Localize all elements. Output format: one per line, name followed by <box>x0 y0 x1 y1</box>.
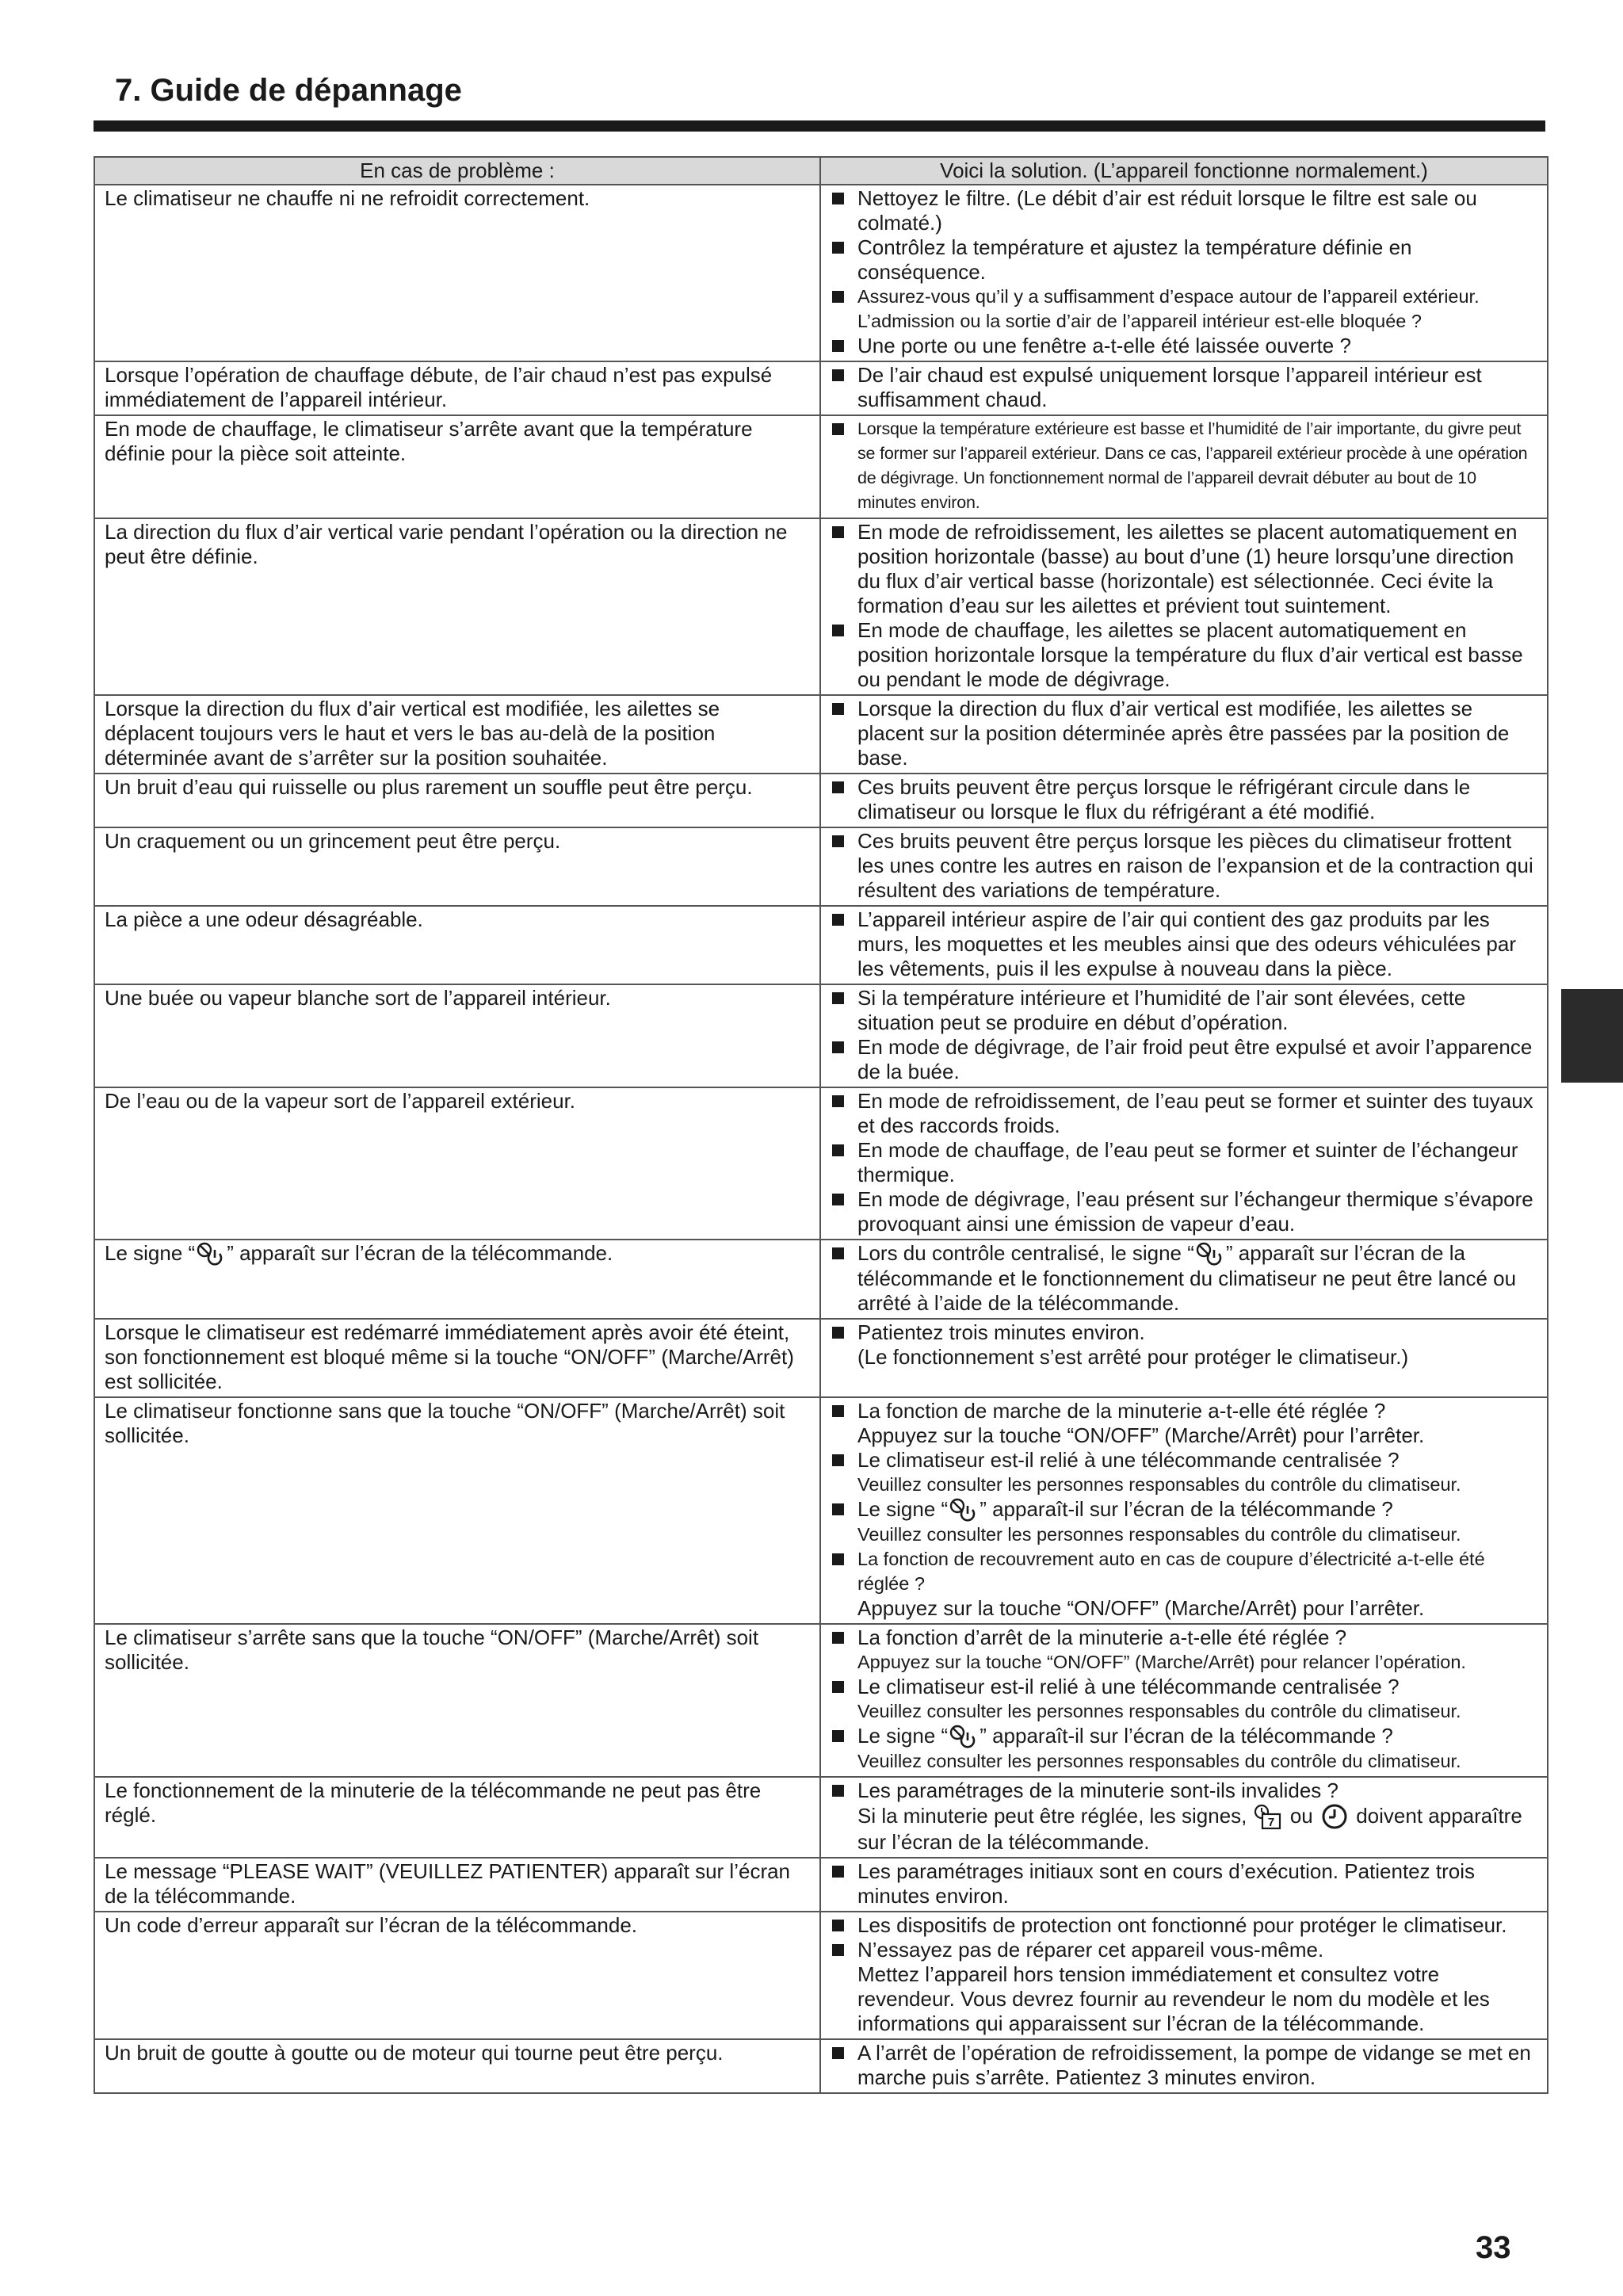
problem-cell: Lorsque le climatiseur est redémarré immédiatement après avoir été éteint, son fonctionnement est bloqué même si la touche “ON/OFF” (Marche/Arrêt) est sollicitée. <box>94 1319 820 1397</box>
table-row <box>94 2039 1548 2093</box>
centralized-control-icon <box>195 1241 227 1266</box>
solution-cell <box>820 2039 1548 2093</box>
table-header-row <box>94 157 1548 185</box>
problem-cell: Le fonctionnement de la minuterie de la télécommande ne peut pas être réglé. <box>94 1777 820 1858</box>
title-rule <box>94 120 1545 132</box>
solution-item: En mode de dégivrage, l’eau présent sur l’échangeur thermique s’évapore provoquant ainsi une émission de vapeur d’eau. <box>831 1187 1539 1236</box>
solution-item: En mode de chauffage, de l’eau peut se former et suinter de l’échangeur thermique. <box>831 1138 1539 1187</box>
solution-item: Les paramétrages de la minuterie sont-ils invalides ? <box>831 1778 1539 1803</box>
problem-cell: La direction du flux d’air vertical varie pendant l’opération ou la direction ne peut être définie. <box>94 518 820 695</box>
problem-cell: Lorsque la direction du flux d’air vertical est modifiée, les ailettes se déplacent toujours vers le haut et vers le bas au-delà de la position déterminée avant de s’arrêter sur la position souhaitée. <box>94 695 820 774</box>
solution-item: La fonction de recouvrement auto en cas de coupure d’électricité a-t-elle été réglée ? <box>831 1547 1539 1596</box>
solution-item <box>831 1241 1539 1316</box>
solution-cell <box>820 827 1548 906</box>
table-row <box>94 827 1548 906</box>
solution-cell <box>820 695 1548 774</box>
solution-item: Le climatiseur est-il relié à une télécommande centralisée ? <box>831 1675 1539 1699</box>
table-row <box>94 984 1548 1087</box>
table-row <box>94 695 1548 774</box>
problem-text-pre: Le signe “ <box>105 1241 196 1265</box>
solution-item: La fonction de marche de la minuterie a-t-elle été réglée ? <box>831 1399 1539 1423</box>
solution-item: La fonction d’arrêt de la minuterie a-t-elle été réglée ? <box>831 1626 1539 1650</box>
problem-cell: Un code d’erreur apparaît sur l’écran de la télécommande. <box>94 1912 820 2039</box>
problem-cell: Un bruit d’eau qui ruisselle ou plus rarement un souffle peut être perçu. <box>94 774 820 827</box>
solution-subtext: Veuillez consulter les personnes responsables du contrôle du climatiseur. <box>857 1474 1461 1495</box>
table-row <box>94 1777 1548 1858</box>
table-row <box>94 1397 1548 1624</box>
solution-cell <box>820 1240 1548 1319</box>
problem-cell: Le message “PLEASE WAIT” (VEUILLEZ PATIENTER) apparaît sur l’écran de la télécommande. <box>94 1858 820 1912</box>
solution-text-pre: Le signe “ <box>857 1724 949 1748</box>
solution-item: Si la température intérieure et l’humidité de l’air sont élevées, cette situation peut se produire en début d’opération. <box>831 986 1539 1035</box>
table-row <box>94 361 1548 415</box>
solution-text-post: ” apparaît-il sur l’écran de la télécommande ? <box>980 1497 1393 1521</box>
solution-item: L’appareil intérieur aspire de l’air qui contient des gaz produits par les murs, les moquettes et les meubles ainsi que des odeurs véhiculées par les vêtements, puis il les expulse à nouveau dans la pièce. <box>831 907 1539 981</box>
table-row <box>94 906 1548 984</box>
solution-text-mid: ou <box>1284 1804 1319 1828</box>
troubleshooting-table <box>94 156 1549 2094</box>
solution-cell <box>820 1397 1548 1624</box>
solution-item: De l’air chaud est expulsé uniquement lorsque l’appareil intérieur est suffisamment chaud. <box>831 363 1539 412</box>
solution-subtext: L’admission ou la sortie d’air de l’appareil intérieur est-elle bloquée ? <box>857 311 1422 331</box>
centralized-control-icon <box>948 1497 980 1522</box>
solution-item: Lorsque la température extérieure est basse et l’humidité de l’air importante, du givre peut se former sur l’appareil extérieur. Dans ce cas, l’appareil extérieur procède à une opération de dégivrage. Un fonctionnement normal de l’appareil devrait débuter au bout de 10 minutes environ. <box>831 417 1539 515</box>
table-row <box>94 1319 1548 1397</box>
solution-item: Lorsque la direction du flux d’air vertical est modifiée, les ailettes se placent sur la position déterminée après être passées par la position de base. <box>831 697 1539 770</box>
side-tab-marker <box>1561 989 1623 1083</box>
problem-cell: Le climatiseur fonctionne sans que la touche “ON/OFF” (Marche/Arrêt) soit sollicitée. <box>94 1397 820 1624</box>
problem-cell: La pièce a une odeur désagréable. <box>94 906 820 984</box>
problem-cell <box>94 1240 820 1319</box>
solution-cell <box>820 415 1548 518</box>
solution-text-pre: Lors du contrôle centralisé, le signe “ <box>857 1241 1194 1265</box>
solution-item: Ces bruits peuvent être perçus lorsque le réfrigérant circule dans le climatiseur ou lorsque le flux du réfrigérant a été modifié. <box>831 775 1539 824</box>
solution-item: Contrôlez la température et ajustez la température définie en conséquence. <box>831 235 1539 285</box>
centralized-control-icon <box>948 1724 980 1749</box>
simple-timer-icon <box>1319 1803 1350 1830</box>
table-row <box>94 518 1548 695</box>
solution-item <box>831 1724 1539 1749</box>
problem-cell: Une buée ou vapeur blanche sort de l’appareil intérieur. <box>94 984 820 1087</box>
solution-text-pre: Le signe “ <box>857 1497 949 1521</box>
solution-subtext <box>831 1803 1539 1855</box>
problem-cell: Un craquement ou un grincement peut être perçu. <box>94 827 820 906</box>
problem-cell: Le climatiseur ne chauffe ni ne refroidit correctement. <box>94 185 820 361</box>
solution-subtext: Appuyez sur la touche “ON/OFF” (Marche/Arrêt) pour relancer l’opération. <box>857 1652 1466 1672</box>
solution-cell <box>820 984 1548 1087</box>
solution-cell <box>820 185 1548 361</box>
solution-cell <box>820 774 1548 827</box>
solution-item: Une porte ou une fenêtre a-t-elle été laissée ouverte ? <box>831 334 1539 358</box>
solution-item: Nettoyez le filtre. (Le débit d’air est réduit lorsque le filtre est sale ou colmaté.) <box>831 186 1539 235</box>
solution-cell <box>820 1912 1548 2039</box>
problem-cell: De l’eau ou de la vapeur sort de l’appareil extérieur. <box>94 1087 820 1240</box>
solution-subtext: Veuillez consulter les personnes responsables du contrôle du climatiseur. <box>857 1701 1461 1721</box>
solution-item <box>831 1497 1539 1522</box>
solution-text-pre: Si la minuterie peut être réglée, les signes, <box>857 1804 1253 1828</box>
solution-subtext: Appuyez sur la touche “ON/OFF” (Marche/Arrêt) pour l’arrêter. <box>857 1596 1425 1620</box>
solution-cell <box>820 1777 1548 1858</box>
solution-item: Ces bruits peuvent être perçus lorsque les pièces du climatiseur frottent les unes contre les autres en raison de l’expansion et de la contraction qui résultent des variations de température. <box>831 829 1539 903</box>
solution-subtext: (Le fonctionnement s’est arrêté pour protéger le climatiseur.) <box>857 1345 1409 1369</box>
problem-text-post: ” apparaît sur l’écran de la télécommande. <box>227 1241 613 1265</box>
solution-item: Les dispositifs de protection ont fonctionné pour protéger le climatiseur. <box>831 1913 1539 1938</box>
svg-text:7: 7 <box>1267 1816 1274 1829</box>
problem-cell: En mode de chauffage, le climatiseur s’arrête avant que la température définie pour la pièce soit atteinte. <box>94 415 820 518</box>
problem-cell: Lorsque l’opération de chauffage débute, de l’air chaud n’est pas expulsé immédiatement de l’appareil intérieur. <box>94 361 820 415</box>
section-title: 7. Guide de dépannage <box>115 73 462 108</box>
solution-subtext: Veuillez consulter les personnes responsables du contrôle du climatiseur. <box>857 1524 1461 1545</box>
table-row <box>94 185 1548 361</box>
table-row <box>94 1087 1548 1240</box>
column-header-solution: Voici la solution. (L’appareil fonctionne normalement.) <box>820 157 1548 185</box>
solution-item: Patientez trois minutes environ. <box>831 1320 1539 1345</box>
solution-subtext: Mettez l’appareil hors tension immédiatement et consultez votre revendeur. Vous devrez fournir au revendeur le nom du modèle et les informations qui apparaissent sur l’écran de la télécommande. <box>857 1962 1490 2035</box>
centralized-control-icon <box>1194 1241 1226 1266</box>
solution-subtext: Appuyez sur la touche “ON/OFF” (Marche/Arrêt) pour l’arrêter. <box>857 1423 1425 1447</box>
solution-item: En mode de refroidissement, de l’eau peut se former et suinter des tuyaux et des raccords froids. <box>831 1089 1539 1138</box>
problem-cell: Un bruit de goutte à goutte ou de moteur qui tourne peut être perçu. <box>94 2039 820 2093</box>
column-header-problem: En cas de problème : <box>94 157 820 185</box>
table-row <box>94 415 1548 518</box>
solution-cell <box>820 1087 1548 1240</box>
table-row <box>94 1858 1548 1912</box>
page-number: 33 <box>1476 2230 1511 2265</box>
solution-cell <box>820 361 1548 415</box>
solution-item: En mode de chauffage, les ailettes se placent automatiquement en position horizontale lorsque la température du flux d’air vertical est basse ou pendant le mode de dégivrage. <box>831 618 1539 692</box>
problem-cell: Le climatiseur s’arrête sans que la touche “ON/OFF” (Marche/Arrêt) soit sollicitée. <box>94 1624 820 1777</box>
weekly-timer-icon <box>1253 1803 1285 1830</box>
table-row <box>94 1240 1548 1319</box>
solution-cell <box>820 906 1548 984</box>
solution-cell <box>820 518 1548 695</box>
solution-item: Assurez-vous qu’il y a suffisamment d’espace autour de l’appareil extérieur. <box>831 285 1539 309</box>
solution-text-post: ” apparaît sur l’écran de la télécommande et le fonctionnement du climatiseur ne peut être lancé ou arrêté à l’aide de la télécommande. <box>857 1241 1517 1315</box>
solution-item: En mode de dégivrage, de l’air froid peut être expulsé et avoir l’apparence de la buée. <box>831 1035 1539 1084</box>
solution-item: En mode de refroidissement, les ailettes se placent automatiquement en position horizontale (basse) au bout d’une (1) heure lorsqu’une direction du flux d’air vertical basse (horizontale) est sélectionnée. Ceci évite la formation d’eau sur les ailettes et prévient tout suintement. <box>831 520 1539 618</box>
table-row <box>94 1912 1548 2039</box>
solution-cell <box>820 1319 1548 1397</box>
solution-subtext: Veuillez consulter les personnes responsables du contrôle du climatiseur. <box>857 1751 1461 1771</box>
solution-item: Les paramétrages initiaux sont en cours d’exécution. Patientez trois minutes environ. <box>831 1859 1539 1908</box>
solution-text-post: doivent apparaître sur l’écran de la télécommande. <box>857 1804 1522 1854</box>
solution-item: A l’arrêt de l’opération de refroidissement, la pompe de vidange se met en marche puis s’arrête. Patientez 3 minutes environ. <box>831 2041 1539 2090</box>
solution-cell <box>820 1858 1548 1912</box>
solution-item: N’essayez pas de réparer cet appareil vous-même. <box>831 1938 1539 1962</box>
solution-cell <box>820 1624 1548 1777</box>
table-row <box>94 774 1548 827</box>
solution-text-post: ” apparaît-il sur l’écran de la télécommande ? <box>980 1724 1393 1748</box>
table-row <box>94 1624 1548 1777</box>
solution-item: Le climatiseur est-il relié à une télécommande centralisée ? <box>831 1448 1539 1473</box>
